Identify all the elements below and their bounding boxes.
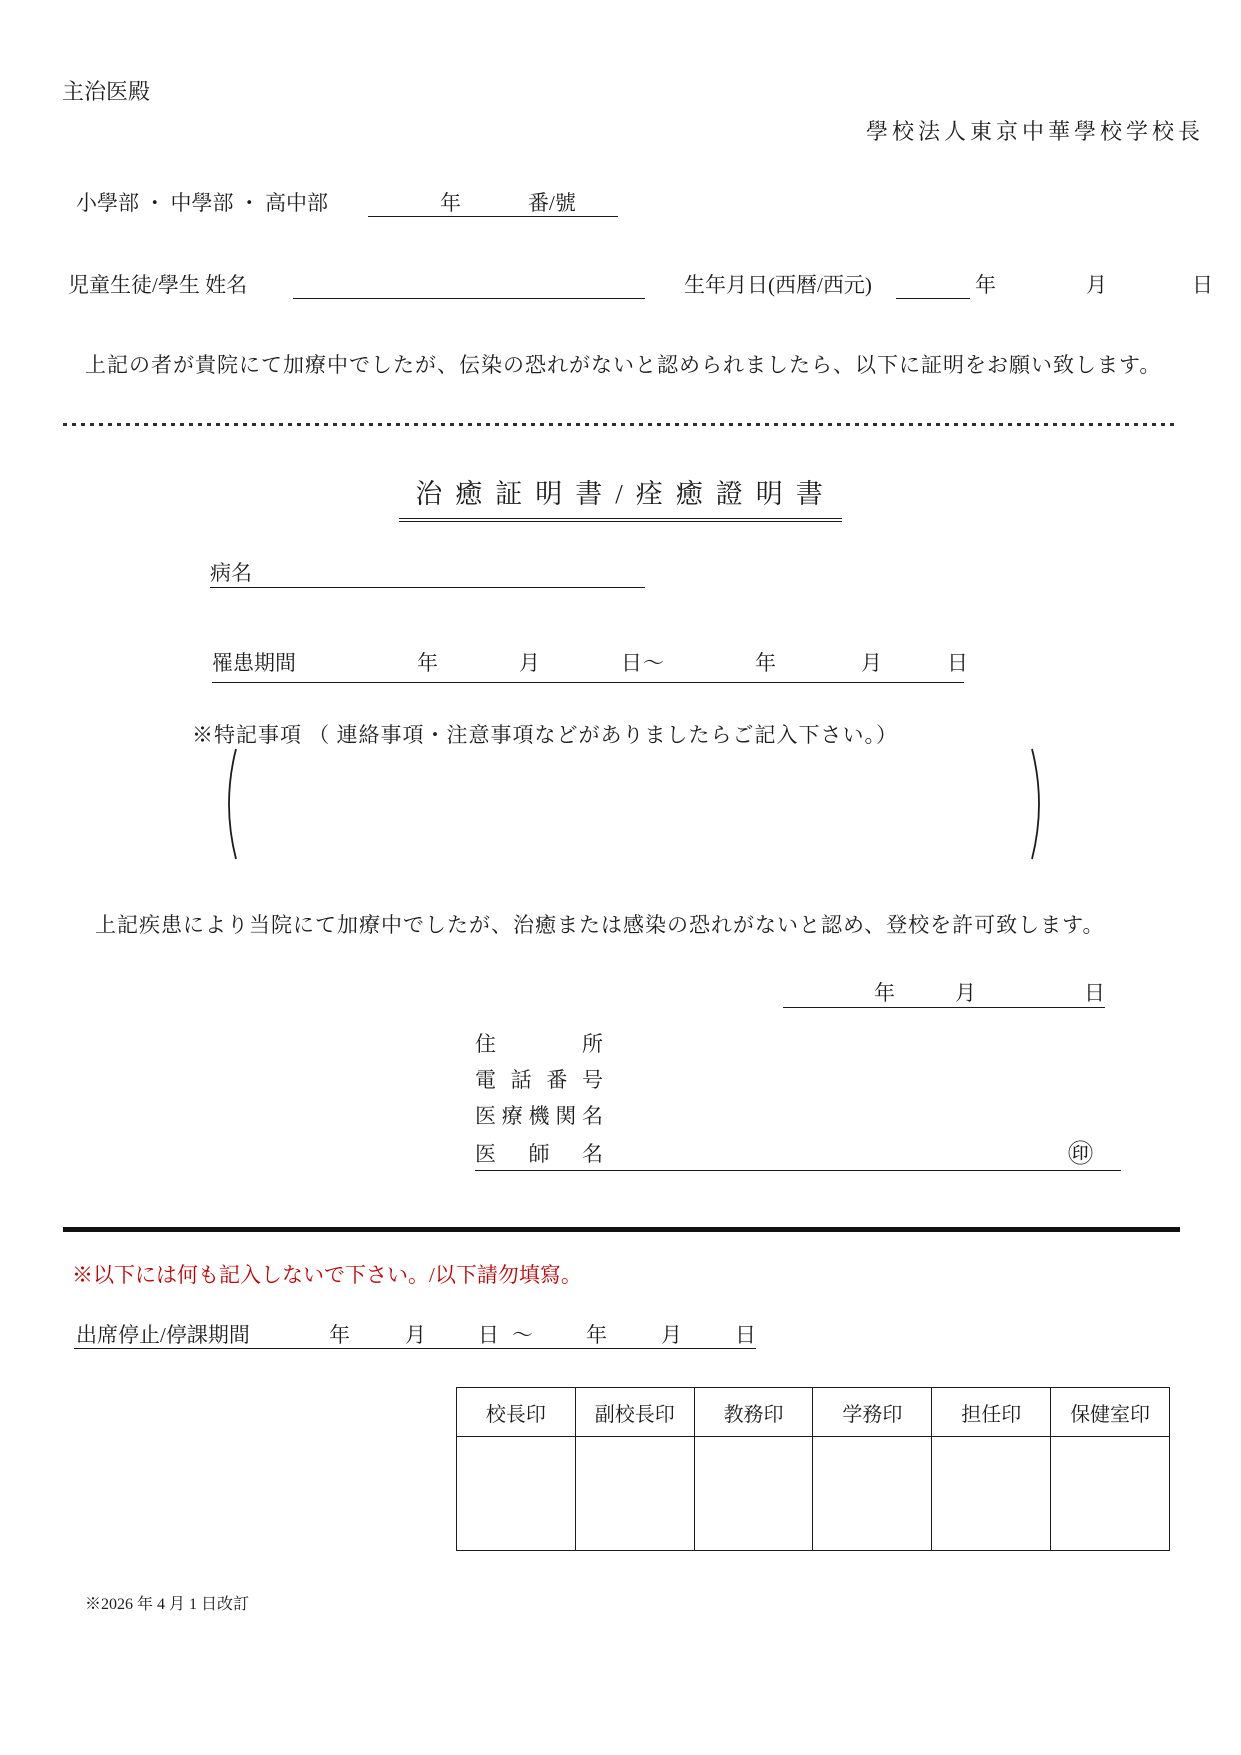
student-name-blank-line [293, 298, 645, 299]
seal-col-health-room: 保健室印 [1051, 1388, 1170, 1437]
notes-open-paren-glyph [218, 746, 240, 862]
form-title-row [0, 472, 1241, 522]
period-label: 罹患期間 [212, 651, 296, 675]
doctor-name-label: 医師名 [475, 1142, 603, 1166]
period-month2-token: 月 [861, 651, 882, 675]
disease-name-blank-line [210, 587, 645, 588]
class-number-label: 番/號 [528, 191, 576, 215]
period-day1-token: 日 [621, 651, 642, 675]
suspension-tilde-token: ～ [512, 1323, 533, 1347]
suspension-blank-line [74, 1348, 756, 1349]
notes-close-paren-glyph [1028, 746, 1050, 862]
address-label: 住所 [475, 1032, 603, 1056]
disease-name-label: 病名 [210, 561, 252, 585]
seal-col-school-affairs: 学務印 [813, 1388, 932, 1437]
period-tilde-token: ～ [643, 651, 664, 675]
office-use-warning: ※以下には何も記入しないで下さい。/以下請勿填寫。 [72, 1263, 582, 1287]
issue-year-token: 年 [874, 981, 895, 1005]
dob-blank-line [896, 298, 970, 299]
form-title: 治癒証明書/痊癒證明書 [399, 472, 842, 522]
student-name-label: 児童生徒/學生 姓名 [68, 273, 248, 297]
suspension-period-label: 出席停止/停課期間 [76, 1323, 250, 1347]
suspension-year1-token: 年 [329, 1323, 350, 1347]
doctor-name-blank-line [475, 1170, 1121, 1171]
dob-month-token: 月 [1086, 273, 1107, 297]
seal-table-header-row [457, 1388, 1170, 1437]
section-divider [63, 1227, 1180, 1232]
dob-year-token: 年 [975, 273, 996, 297]
seal-cell-health-room [1051, 1437, 1170, 1551]
dotted-divider [63, 423, 1178, 426]
seal-table-stamp-row [457, 1437, 1170, 1551]
period-year2-token: 年 [755, 651, 776, 675]
seal-col-homeroom: 担任印 [932, 1388, 1051, 1437]
school-head-label: 學校法人東京中華學校学校長 [866, 119, 1205, 144]
suspension-year2-token: 年 [586, 1323, 607, 1347]
division-options-label: 小學部 ・ 中學部 ・ 高中部 [76, 191, 328, 215]
suspension-day1-token: 日 [478, 1323, 499, 1347]
dob-label: 生年月日(西暦/西元) [684, 273, 872, 297]
seal-cell-vice-principal [575, 1437, 694, 1551]
period-year1-token: 年 [417, 651, 438, 675]
addressee-label: 主治医殿 [62, 79, 151, 104]
suspension-month1-token: 月 [405, 1323, 426, 1347]
seal-cell-school-affairs [813, 1437, 932, 1551]
phone-label: 電話番号 [475, 1068, 603, 1092]
dob-day-token: 日 [1192, 273, 1213, 297]
period-day2-token: 日 [947, 651, 968, 675]
suspension-day2-token: 日 [735, 1323, 756, 1347]
period-blank-line [212, 682, 964, 683]
seal-col-academic-affairs: 教務印 [694, 1388, 813, 1437]
suspension-month2-token: 月 [661, 1323, 682, 1347]
period-month1-token: 月 [519, 651, 540, 675]
class-blank-line [368, 216, 618, 217]
revision-note: ※2026 年 4 月 1 日改訂 [85, 1596, 250, 1613]
permission-sentence: 上記疾患により当院にて加療中でしたが、治癒または感染の恐れがないと認め、登校を許可致します。 [95, 913, 1105, 937]
issue-date-blank-line [783, 1007, 1105, 1008]
institution-label: 医療機関名 [475, 1104, 603, 1128]
special-notes-label: ※特記事項 （ 連絡事項・注意事項などがありましたらご記入下さい。） [192, 723, 898, 747]
seal-col-vice-principal: 副校長印 [575, 1388, 694, 1437]
seal-cell-academic-affairs [694, 1437, 813, 1551]
class-year-token: 年 [440, 191, 461, 215]
seal-cell-principal [457, 1437, 576, 1551]
seal-mark: ㊞ [1068, 1141, 1094, 1168]
issue-month-token: 月 [955, 981, 976, 1005]
seal-col-principal: 校長印 [457, 1388, 576, 1437]
seal-cell-homeroom [932, 1437, 1051, 1551]
seal-table [456, 1387, 1170, 1551]
request-sentence: 上記の者が貴院にて加療中でしたが、伝染の恐れがないと認められましたら、以下に証明をお願い致します。 [85, 353, 1162, 377]
issue-day-token: 日 [1084, 981, 1105, 1005]
